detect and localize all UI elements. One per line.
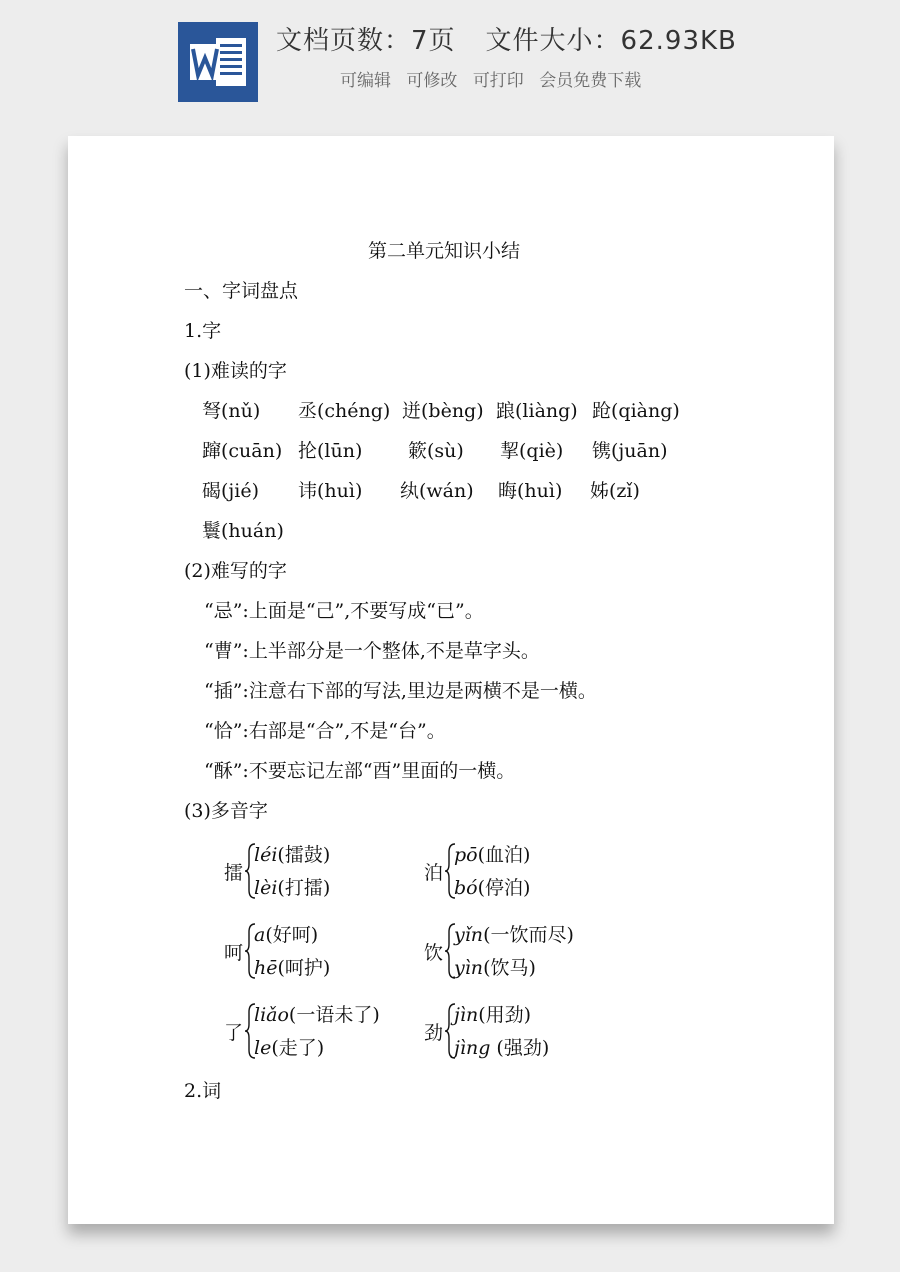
- pinyin-reading: bó: [454, 877, 478, 899]
- feature-printable: 可打印: [472, 71, 524, 91]
- polyphone-char: 了: [224, 1022, 244, 1044]
- hard-write-item: “忌”:上面是“己”,不要写成“已”。: [204, 600, 484, 622]
- file-size: 文件大小：62.93KB: [485, 26, 737, 56]
- hard-read-item: 碣(jié): [202, 480, 260, 502]
- part-polyphones: (3)多音字: [184, 800, 268, 822]
- hard-read-item: 讳(huì): [298, 480, 363, 502]
- part-hard-write: (2)难写的字: [184, 560, 287, 582]
- hard-read-item: 弩(nǔ): [202, 400, 261, 422]
- example-word: (走了): [271, 1037, 325, 1059]
- hard-read-item: 踉(liàng): [496, 400, 578, 422]
- hard-read-item: 镌(juān): [592, 440, 668, 462]
- pinyin-reading: léi: [254, 844, 278, 866]
- feature-list: [340, 66, 651, 91]
- pinyin-reading: hē: [254, 957, 278, 979]
- example-word: (一饮而尽): [483, 924, 574, 946]
- hard-read-item: 抡(lūn): [298, 440, 363, 462]
- example-word: (强劲): [490, 1037, 550, 1059]
- hard-read-item: 丞(chéng): [298, 400, 391, 422]
- example-word: (擂鼓): [277, 844, 331, 866]
- polyphone-char: 饮: [424, 942, 444, 964]
- subsection-words: 2.词: [184, 1080, 222, 1102]
- feature-editable: 可编辑: [340, 71, 391, 91]
- polyphone-char: 劲: [424, 1022, 444, 1044]
- example-word: (饮马): [483, 957, 536, 979]
- part-hard-read: (1)难读的字: [184, 360, 287, 382]
- hard-read-item: 蹿(cuān): [202, 440, 283, 462]
- hard-read-item: 纨(wán): [400, 480, 474, 502]
- pinyin-reading: le: [254, 1037, 272, 1059]
- pinyin-reading: jìng: [454, 1037, 491, 1059]
- hard-write-item: “酥”:不要忘记左部“酉”里面的一横。: [204, 760, 516, 782]
- hard-write-item: “恰”:右部是“合”,不是“台”。: [204, 720, 446, 742]
- pinyin-reading: yìn: [454, 957, 484, 979]
- hard-read-item: 晦(huì): [498, 480, 563, 502]
- doc-title: 第二单元知识小结: [368, 240, 521, 262]
- word-document-icon: [178, 22, 258, 102]
- example-word: (呵护): [277, 957, 331, 979]
- example-word: (用劲): [478, 1004, 532, 1026]
- section-heading: 一、字词盘点: [184, 280, 299, 302]
- polyphone-char: 呵: [224, 942, 244, 964]
- example-word: (血泊): [477, 844, 531, 866]
- subsection-chars: 1.字: [184, 320, 222, 342]
- feature-member-download: 会员免费下载: [539, 71, 642, 91]
- example-word: (好呵): [265, 924, 319, 946]
- pinyin-reading: liǎo: [254, 1004, 289, 1026]
- pinyin-reading: yǐn: [454, 924, 484, 946]
- pinyin-reading: pō: [454, 844, 478, 866]
- pinyin-reading: lèi: [254, 877, 278, 899]
- example-word: (一语未了): [288, 1004, 380, 1026]
- document-info: [276, 20, 737, 57]
- document-page: [68, 136, 834, 1224]
- hard-read-item: 跄(qiàng): [592, 400, 680, 422]
- polyphone-char: 擂: [224, 862, 244, 884]
- hard-write-item: “插”:注意右下部的写法,里边是两横不是一横。: [204, 680, 597, 702]
- hard-write-item: “曹”:上半部分是一个整体,不是草字头。: [204, 640, 540, 662]
- feature-modifiable: 可修改: [406, 71, 458, 91]
- polyphone-char: 泊: [424, 862, 444, 884]
- pinyin-reading: a: [254, 924, 266, 946]
- page-count: 文档页数：7页: [276, 26, 456, 56]
- example-word: (打擂): [277, 877, 331, 899]
- hard-read-item: 迸(bèng): [402, 400, 484, 422]
- example-word: (停泊): [477, 877, 531, 899]
- hard-read-item: 鬟(huán): [202, 520, 284, 542]
- hard-read-item: 簌(sù): [408, 440, 464, 462]
- hard-read-item: 姊(zǐ): [590, 480, 640, 502]
- hard-read-item: 挈(qiè): [500, 440, 564, 462]
- pinyin-reading: jìn: [454, 1004, 479, 1026]
- download-header: [0, 0, 900, 120]
